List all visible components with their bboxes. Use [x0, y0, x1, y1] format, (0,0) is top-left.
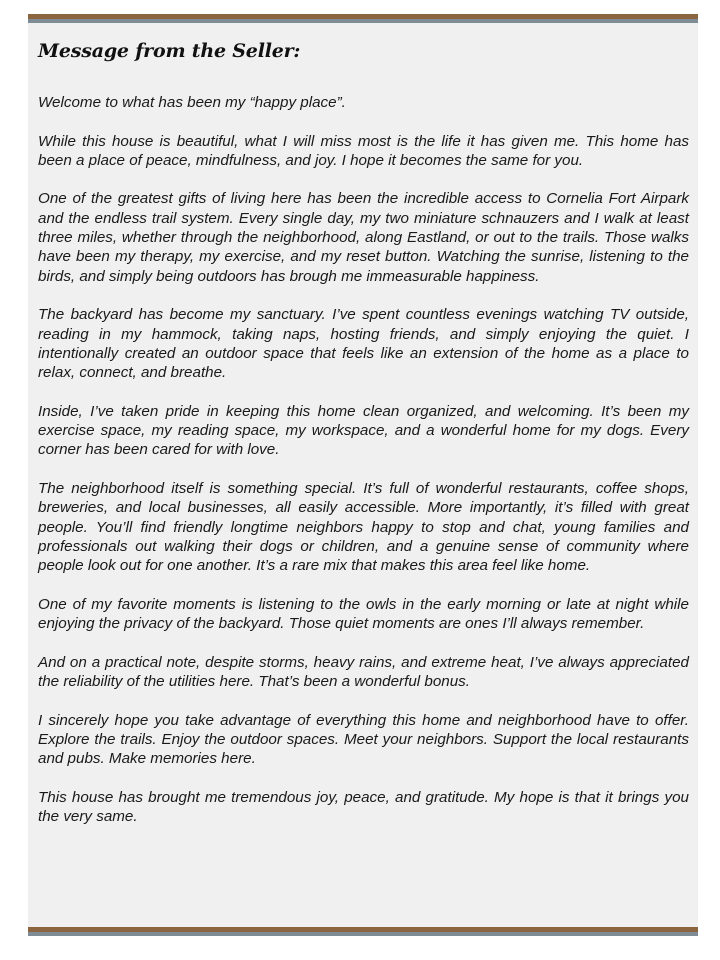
paragraph-owls: One of my favorite moments is listening to the owls in the early morning or late at night while enjoying the privacy of the backyard. Those quiet moments are ones I’ll always remember. [38, 595, 689, 633]
paragraph-welcome: Welcome to what has been my “happy place”. [38, 94, 346, 111]
paragraph-hope: I sincerely hope you take advantage of everything this home and neighborhood have to offer. Explore the trails. Enjoy the outdoor spaces. Meet your neighbors. Support the local restaurants and pubs. Make memories here. [38, 711, 689, 768]
letter-heading: Message from the Seller: [38, 40, 301, 62]
paragraph-inside: Inside, I’ve taken pride in keeping this home clean organized, and welcoming. It’s been my exercise space, my reading space, my workspace, and a wonderful home for my dogs. Every corner has been cared for with love. [38, 402, 689, 459]
document-page [28, 14, 698, 936]
paragraph-house-life: While this house is beautiful, what I will miss most is the life it has given me. This home has been a place of peace, mindfulness, and joy. I hope it becomes the same for you. [38, 132, 689, 169]
paragraph-trails: One of the greatest gifts of living here has been the incredible access to Cornelia Fort Airpark and the endless trail system. Every single day, my two miniature schnauzers and I walk at least three miles, whether through the neighborhood, along Eastland, or out to the trails. Those walks have been my therapy, my exercise, and my reset button. Watching the sunrise, listening to the birds, and simply being outdoors has brough me immeasurable happiness. [38, 190, 689, 285]
top-border-band [28, 14, 698, 23]
paragraph-utilities: And on a practical note, despite storms, heavy rains, and extreme heat, I’ve always appreciated the reliability of the utilities here. That’s been a wonderful bonus. [38, 653, 689, 690]
bottom-border-gray-stripe [28, 932, 698, 936]
top-border-gray-stripe [28, 19, 698, 23]
paragraph-neighborhood: The neighborhood itself is something special. It’s full of wonderful restaurants, coffee shops, breweries, and local businesses, all easily accessible. More importantly, it’s filled with great people. You’ll find friendly longtime neighbors happy to stop and chat, young families and professionals out walking their dogs or children, and a genuine sense of community where people look out for one another. It’s a rare mix that makes this area feel like home. [38, 479, 689, 575]
letter-content [38, 40, 689, 846]
paragraph-backyard: The backyard has become my sanctuary. I’ve spent countless evenings watching TV outside, reading in my hammock, taking naps, hosting friends, and simply enjoying the quiet. I intentionally created an outdoor space that feels like an extension of the home as a place to relax, connect, and breathe. [38, 306, 689, 382]
bottom-border-band [28, 927, 698, 936]
paragraph-closing: This house has brought me tremendous joy, peace, and gratitude. My hope is that it brings you the very same. [38, 788, 689, 825]
